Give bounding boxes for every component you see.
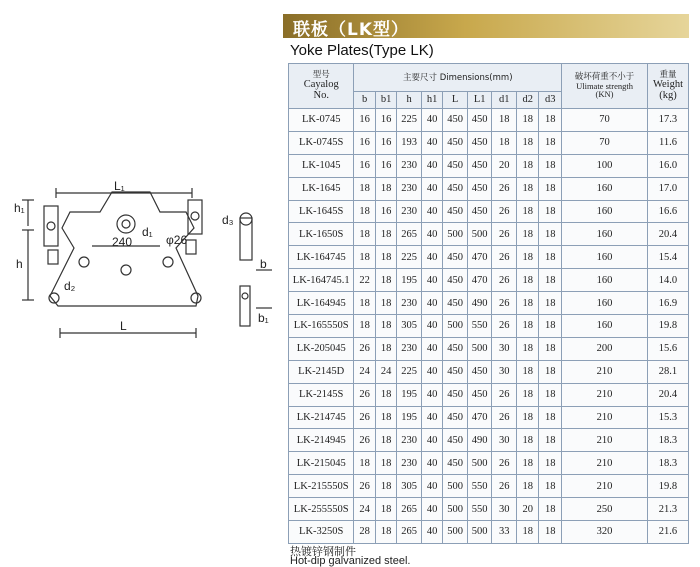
cell-d3: 18: [539, 292, 562, 315]
hole-bottom-right: [191, 293, 201, 303]
cell-no: LK-214945: [289, 429, 354, 452]
cell-d3: 18: [539, 452, 562, 475]
cell-strength: 160: [562, 315, 648, 338]
cell-L1: 450: [467, 360, 492, 383]
cell-weight: 18.3: [647, 452, 688, 475]
footnote-cn: 热镀锌钢制件: [290, 545, 356, 558]
cell-b: 26: [354, 406, 375, 429]
cell-no: LK-255550S: [289, 498, 354, 521]
label-d3: d₃: [222, 213, 234, 227]
cell-d3: 18: [539, 131, 562, 154]
cell-h1: 40: [421, 475, 442, 498]
cell-L: 450: [443, 154, 468, 177]
cell-h: 230: [397, 452, 422, 475]
cell-L: 450: [443, 269, 468, 292]
cell-d3: 18: [539, 337, 562, 360]
cell-h1: 40: [421, 315, 442, 338]
cell-d2: 18: [516, 429, 538, 452]
cell-L1: 490: [467, 429, 492, 452]
cell-b: 18: [354, 292, 375, 315]
cell-L1: 500: [467, 223, 492, 246]
cell-weight: 21.6: [647, 521, 688, 544]
cell-strength: 210: [562, 429, 648, 452]
cell-h: 195: [397, 406, 422, 429]
cell-h: 195: [397, 269, 422, 292]
cell-weight: 19.8: [647, 475, 688, 498]
cell-no: LK-214745: [289, 406, 354, 429]
cell-h: 265: [397, 223, 422, 246]
cell-L1: 470: [467, 406, 492, 429]
table-row: [289, 292, 689, 315]
cell-L1: 550: [467, 475, 492, 498]
cell-h1: 40: [421, 383, 442, 406]
cell-h1: 40: [421, 131, 442, 154]
cell-h1: 40: [421, 292, 442, 315]
cell-h: 195: [397, 383, 422, 406]
cell-h: 230: [397, 337, 422, 360]
cell-L1: 450: [467, 131, 492, 154]
label-d1: d₁: [142, 225, 153, 239]
label-d2: d₂: [64, 279, 76, 293]
cell-strength: 160: [562, 269, 648, 292]
cell-b: 26: [354, 337, 375, 360]
cell-strength: 210: [562, 406, 648, 429]
label-hole: φ26: [166, 233, 188, 247]
cell-d3: 18: [539, 109, 562, 132]
cell-d2: 18: [516, 315, 538, 338]
cell-L1: 490: [467, 292, 492, 315]
cell-strength: 70: [562, 131, 648, 154]
cell-h1: 40: [421, 154, 442, 177]
cell-no: LK-165550S: [289, 315, 354, 338]
table-row: [289, 223, 689, 246]
cell-h: 305: [397, 475, 422, 498]
cell-L: 450: [443, 383, 468, 406]
cell-b1: 18: [375, 223, 396, 246]
table-row: [289, 109, 689, 132]
cell-strength: 320: [562, 521, 648, 544]
cell-b1: 18: [375, 498, 396, 521]
cell-b: 16: [354, 109, 375, 132]
cell-L1: 450: [467, 109, 492, 132]
cell-weight: 17.0: [647, 177, 688, 200]
cell-b1: 16: [375, 109, 396, 132]
cell-L: 450: [443, 109, 468, 132]
cell-strength: 210: [562, 383, 648, 406]
table-row: [289, 337, 689, 360]
cell-d1: 26: [492, 223, 517, 246]
cell-b1: 18: [375, 383, 396, 406]
cell-d3: 18: [539, 360, 562, 383]
label-h: h: [16, 257, 23, 271]
cell-strength: 160: [562, 246, 648, 269]
cell-d1: 26: [492, 406, 517, 429]
cell-d1: 26: [492, 383, 517, 406]
cell-d3: 18: [539, 475, 562, 498]
cell-d3: 18: [539, 521, 562, 544]
cell-L: 500: [443, 498, 468, 521]
cell-d2: 18: [516, 109, 538, 132]
cell-strength: 160: [562, 292, 648, 315]
cell-no: LK-0745S: [289, 131, 354, 154]
cell-no: LK-0745: [289, 109, 354, 132]
cell-b: 18: [354, 223, 375, 246]
cell-L1: 500: [467, 521, 492, 544]
page-title: 联板（LK型）: [293, 20, 410, 40]
yoke-plate-drawing: [0, 0, 282, 567]
cell-no: LK-1650S: [289, 223, 354, 246]
cell-L: 450: [443, 200, 468, 223]
cell-weight: 11.6: [647, 131, 688, 154]
cell-no: LK-215045: [289, 452, 354, 475]
cell-d2: 18: [516, 337, 538, 360]
cell-d1: 26: [492, 246, 517, 269]
title-bar: [283, 14, 689, 38]
cell-d2: 18: [516, 292, 538, 315]
cell-L: 450: [443, 452, 468, 475]
cell-h: 225: [397, 360, 422, 383]
cell-d1: 20: [492, 154, 517, 177]
cell-d2: 18: [516, 246, 538, 269]
cell-d3: 18: [539, 406, 562, 429]
cell-strength: 210: [562, 452, 648, 475]
table-row: [289, 406, 689, 429]
table-row: [289, 429, 689, 452]
cell-b: 18: [354, 200, 375, 223]
cell-d2: 18: [516, 475, 538, 498]
cell-weight: 16.9: [647, 292, 688, 315]
cell-L: 450: [443, 406, 468, 429]
cell-d3: 18: [539, 383, 562, 406]
cell-strength: 210: [562, 360, 648, 383]
cell-strength: 100: [562, 154, 648, 177]
label-b1: b₁: [258, 311, 269, 325]
cell-b1: 18: [375, 246, 396, 269]
dim-header: L1: [467, 92, 492, 109]
cell-b: 18: [354, 177, 375, 200]
cell-d1: 26: [492, 269, 517, 292]
cell-strength: 70: [562, 109, 648, 132]
cell-h1: 40: [421, 246, 442, 269]
cell-no: LK-1045: [289, 154, 354, 177]
cell-d2: 18: [516, 521, 538, 544]
cell-b: 26: [354, 475, 375, 498]
cell-h: 225: [397, 246, 422, 269]
cell-b1: 18: [375, 429, 396, 452]
dim-header: h: [397, 92, 422, 109]
label-b: b: [260, 257, 267, 271]
cell-L1: 470: [467, 269, 492, 292]
label-L: L: [120, 319, 127, 333]
hole-left: [79, 257, 89, 267]
cell-no: LK-164745: [289, 246, 354, 269]
cell-h1: 40: [421, 109, 442, 132]
cell-b1: 24: [375, 360, 396, 383]
cell-h: 230: [397, 177, 422, 200]
cell-d2: 18: [516, 383, 538, 406]
cell-d1: 33: [492, 521, 517, 544]
header-weight: 重量 Weight (kg): [647, 64, 688, 109]
cell-d1: 30: [492, 337, 517, 360]
cell-weight: 17.3: [647, 109, 688, 132]
cell-h1: 40: [421, 269, 442, 292]
cell-d1: 26: [492, 475, 517, 498]
cell-strength: 210: [562, 475, 648, 498]
cell-b: 24: [354, 360, 375, 383]
cell-h1: 40: [421, 223, 442, 246]
cell-d3: 18: [539, 315, 562, 338]
cell-h: 305: [397, 315, 422, 338]
cell-L1: 550: [467, 498, 492, 521]
table-row: [289, 315, 689, 338]
footnote-en: Hot-dip galvanized steel.: [290, 555, 411, 567]
spec-table: [288, 63, 689, 544]
table-row: [289, 498, 689, 521]
cell-d2: 18: [516, 360, 538, 383]
page-subtitle: Yoke Plates(Type LK): [290, 42, 434, 59]
dim-header: h1: [421, 92, 442, 109]
cell-weight: 15.3: [647, 406, 688, 429]
cell-b: 16: [354, 131, 375, 154]
table-row: [289, 360, 689, 383]
cell-b: 28: [354, 521, 375, 544]
cell-h1: 40: [421, 200, 442, 223]
side-view-top: [240, 218, 252, 260]
cell-b1: 16: [375, 154, 396, 177]
cell-L: 450: [443, 337, 468, 360]
cell-d1: 26: [492, 200, 517, 223]
cell-d3: 18: [539, 246, 562, 269]
dim-header: b: [354, 92, 375, 109]
cell-d3: 18: [539, 200, 562, 223]
cell-h: 265: [397, 498, 422, 521]
label-spacing: 240: [112, 235, 133, 249]
cell-d1: 30: [492, 498, 517, 521]
cell-weight: 18.3: [647, 429, 688, 452]
cell-d1: 26: [492, 315, 517, 338]
cell-d2: 18: [516, 452, 538, 475]
cell-L: 450: [443, 246, 468, 269]
cell-L: 450: [443, 177, 468, 200]
cell-h: 193: [397, 131, 422, 154]
dim-header: d2: [516, 92, 538, 109]
cell-no: LK-215550S: [289, 475, 354, 498]
cell-L: 500: [443, 315, 468, 338]
side-view-bottom: [240, 286, 250, 326]
table-row: [289, 475, 689, 498]
left-bracket: [44, 206, 58, 246]
cell-weight: 15.6: [647, 337, 688, 360]
cell-b1: 18: [375, 269, 396, 292]
hole-right: [163, 257, 173, 267]
table-row: [289, 131, 689, 154]
cell-d2: 18: [516, 131, 538, 154]
spec-table-body: [289, 109, 689, 544]
cell-L1: 500: [467, 452, 492, 475]
cell-b1: 18: [375, 406, 396, 429]
cell-b1: 16: [375, 131, 396, 154]
cell-d2: 18: [516, 154, 538, 177]
cell-d3: 18: [539, 498, 562, 521]
cell-L1: 500: [467, 337, 492, 360]
cell-b: 18: [354, 315, 375, 338]
cell-no: LK-2145S: [289, 383, 354, 406]
cell-L1: 450: [467, 177, 492, 200]
cell-strength: 250: [562, 498, 648, 521]
cell-d2: 18: [516, 406, 538, 429]
cell-h1: 40: [421, 177, 442, 200]
cell-h: 230: [397, 154, 422, 177]
cell-L1: 450: [467, 200, 492, 223]
cell-L: 500: [443, 475, 468, 498]
cell-L: 500: [443, 521, 468, 544]
hole-mid: [121, 265, 131, 275]
table-row: [289, 200, 689, 223]
cell-weight: 21.3: [647, 498, 688, 521]
cell-weight: 19.8: [647, 315, 688, 338]
cell-strength: 160: [562, 200, 648, 223]
cell-weight: 20.4: [647, 223, 688, 246]
dim-header: d1: [492, 92, 517, 109]
cell-L1: 450: [467, 154, 492, 177]
cell-b: 16: [354, 154, 375, 177]
cell-weight: 16.0: [647, 154, 688, 177]
cell-d1: 30: [492, 360, 517, 383]
cell-b1: 18: [375, 475, 396, 498]
cell-b: 18: [354, 246, 375, 269]
cell-weight: 15.4: [647, 246, 688, 269]
cell-h1: 40: [421, 498, 442, 521]
cell-b1: 18: [375, 292, 396, 315]
cell-d1: 26: [492, 452, 517, 475]
cell-no: LK-164945: [289, 292, 354, 315]
label-h1: h₁: [14, 201, 25, 215]
header-dimensions: 主要尺寸 Dimensions(mm): [354, 64, 562, 92]
dim-header: b1: [375, 92, 396, 109]
cell-b1: 18: [375, 452, 396, 475]
table-row: [289, 154, 689, 177]
cell-no: LK-2145D: [289, 360, 354, 383]
cell-d3: 18: [539, 223, 562, 246]
cell-weight: 28.1: [647, 360, 688, 383]
cell-d1: 18: [492, 131, 517, 154]
cell-b: 26: [354, 383, 375, 406]
cell-d2: 18: [516, 223, 538, 246]
cell-h1: 40: [421, 452, 442, 475]
cell-h: 230: [397, 292, 422, 315]
cell-b: 24: [354, 498, 375, 521]
header-catalog: 型号 Cayalog No.: [289, 64, 354, 109]
cell-strength: 160: [562, 177, 648, 200]
table-row: [289, 246, 689, 269]
cell-d3: 18: [539, 177, 562, 200]
cell-no: LK-164745.1: [289, 269, 354, 292]
cell-d1: 18: [492, 109, 517, 132]
dim-header: L: [443, 92, 468, 109]
cell-L: 450: [443, 131, 468, 154]
cell-no: LK-1645S: [289, 200, 354, 223]
center-hole: [117, 215, 135, 233]
cell-d2: 18: [516, 200, 538, 223]
cell-h: 230: [397, 200, 422, 223]
cell-strength: 200: [562, 337, 648, 360]
dim-header: d3: [539, 92, 562, 109]
cell-d2: 18: [516, 177, 538, 200]
table-row: [289, 269, 689, 292]
cell-L: 450: [443, 429, 468, 452]
cell-b: 26: [354, 429, 375, 452]
cell-weight: 14.0: [647, 269, 688, 292]
cell-strength: 160: [562, 223, 648, 246]
cell-b1: 18: [375, 315, 396, 338]
cell-h1: 40: [421, 521, 442, 544]
cell-h1: 40: [421, 337, 442, 360]
cell-d1: 30: [492, 429, 517, 452]
cell-d1: 26: [492, 177, 517, 200]
cell-h: 225: [397, 109, 422, 132]
cell-d3: 18: [539, 429, 562, 452]
table-row: [289, 383, 689, 406]
cell-weight: 20.4: [647, 383, 688, 406]
cell-d3: 18: [539, 269, 562, 292]
cell-d3: 18: [539, 154, 562, 177]
cell-weight: 16.6: [647, 200, 688, 223]
cell-b1: 16: [375, 200, 396, 223]
cell-h: 265: [397, 521, 422, 544]
cell-d2: 18: [516, 269, 538, 292]
cell-no: LK-3250S: [289, 521, 354, 544]
right-bracket: [188, 200, 202, 234]
table-row: [289, 521, 689, 544]
cell-d2: 20: [516, 498, 538, 521]
cell-no: LK-205045: [289, 337, 354, 360]
cell-L: 500: [443, 223, 468, 246]
cell-no: LK-1645: [289, 177, 354, 200]
cell-b1: 18: [375, 521, 396, 544]
cell-b1: 18: [375, 177, 396, 200]
cell-L1: 450: [467, 383, 492, 406]
cell-b: 22: [354, 269, 375, 292]
cell-L: 450: [443, 292, 468, 315]
cell-d1: 26: [492, 292, 517, 315]
table-row: [289, 177, 689, 200]
table-row: [289, 452, 689, 475]
cell-h1: 40: [421, 406, 442, 429]
label-L1: L₁: [114, 179, 125, 193]
cell-b: 18: [354, 452, 375, 475]
cell-h: 230: [397, 429, 422, 452]
cell-L1: 470: [467, 246, 492, 269]
cell-L: 450: [443, 360, 468, 383]
cell-b1: 18: [375, 337, 396, 360]
cell-L1: 550: [467, 315, 492, 338]
cell-h1: 40: [421, 429, 442, 452]
cell-h1: 40: [421, 360, 442, 383]
header-strength: 破坏荷重不小于 Ulimate strength (KN): [562, 64, 648, 109]
